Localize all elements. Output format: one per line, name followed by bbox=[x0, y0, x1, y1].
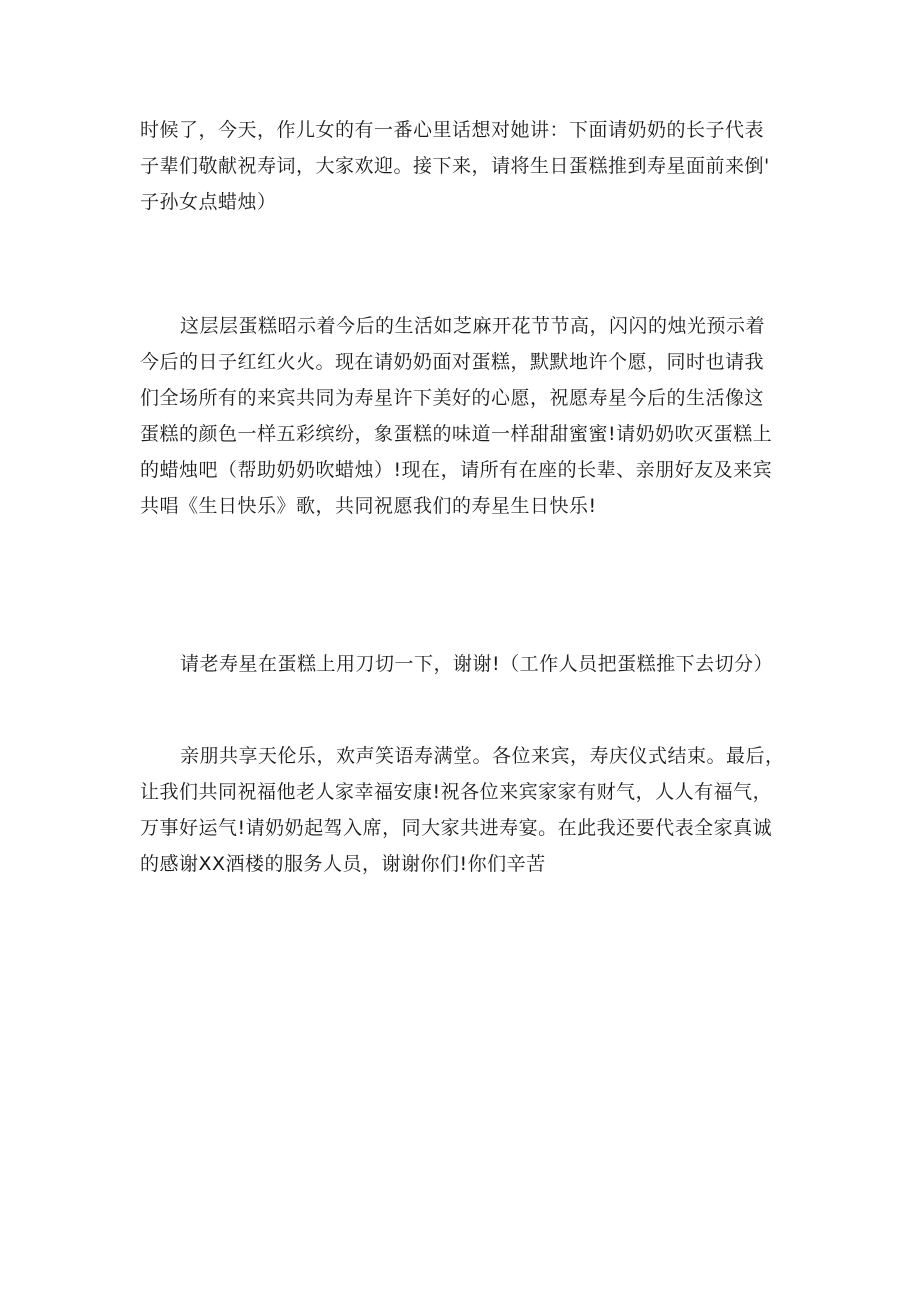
text-line: 让我们共同祝福他老人家幸福安康!祝各位来宾家家有财气，人人有福气， bbox=[140, 781, 773, 803]
text-line: 请老寿星在蛋糕上用刀切一下，谢谢!（工作人员把蛋糕推下去切分） bbox=[180, 653, 774, 675]
paragraph-3 bbox=[140, 646, 820, 682]
text-line: 们全场所有的来宾共同为寿星许下美好的心愿，祝愿寿星今后的生活像这 bbox=[140, 387, 765, 409]
text-line: 亲朋共享天伦乐，欢声笑语寿满堂。各位来宾，寿庆仪式结束。最后， bbox=[180, 745, 785, 767]
text-line: 万事好运气!请奶奶起驾入席，同大家共进寿宴。在此我还要代表全家真诚 bbox=[140, 817, 773, 839]
paragraph-4 bbox=[140, 738, 820, 882]
text-line: 这层层蛋糕昭示着今后的生活如芝麻开花节节高，闪闪的烛光预示着 bbox=[180, 315, 766, 337]
text-line: 子辈们敬献祝寿词，大家欢迎。接下来，请将生日蛋糕推到寿星面前来倒' bbox=[140, 155, 770, 177]
paragraph-1 bbox=[140, 112, 820, 220]
text-line: 时候了，今天，作儿女的有一番心里话想对她讲：下面请奶奶的长子代表 bbox=[140, 119, 765, 141]
paragraph-2 bbox=[140, 308, 820, 524]
text-line: 的感谢XX酒楼的服务人员，谢谢你们!你们辛苦 bbox=[140, 853, 546, 875]
text-line: 的蜡烛吧（帮助奶奶吹蜡烛）!现在，请所有在座的长辈、亲朋好友及来宾 bbox=[140, 459, 773, 481]
text-line: 今后的日子红红火火。现在请奶奶面对蛋糕，默默地许个愿，同时也请我 bbox=[140, 351, 765, 373]
text-line: 共唱《生日快乐》歌，共同祝愿我们的寿星生日快乐! bbox=[140, 495, 597, 517]
text-line: 子孙女点蜡烛） bbox=[140, 191, 277, 213]
text-line: 蛋糕的颜色一样五彩缤纷，象蛋糕的味道一样甜甜蜜蜜!请奶奶吹灭蛋糕上 bbox=[140, 423, 773, 445]
